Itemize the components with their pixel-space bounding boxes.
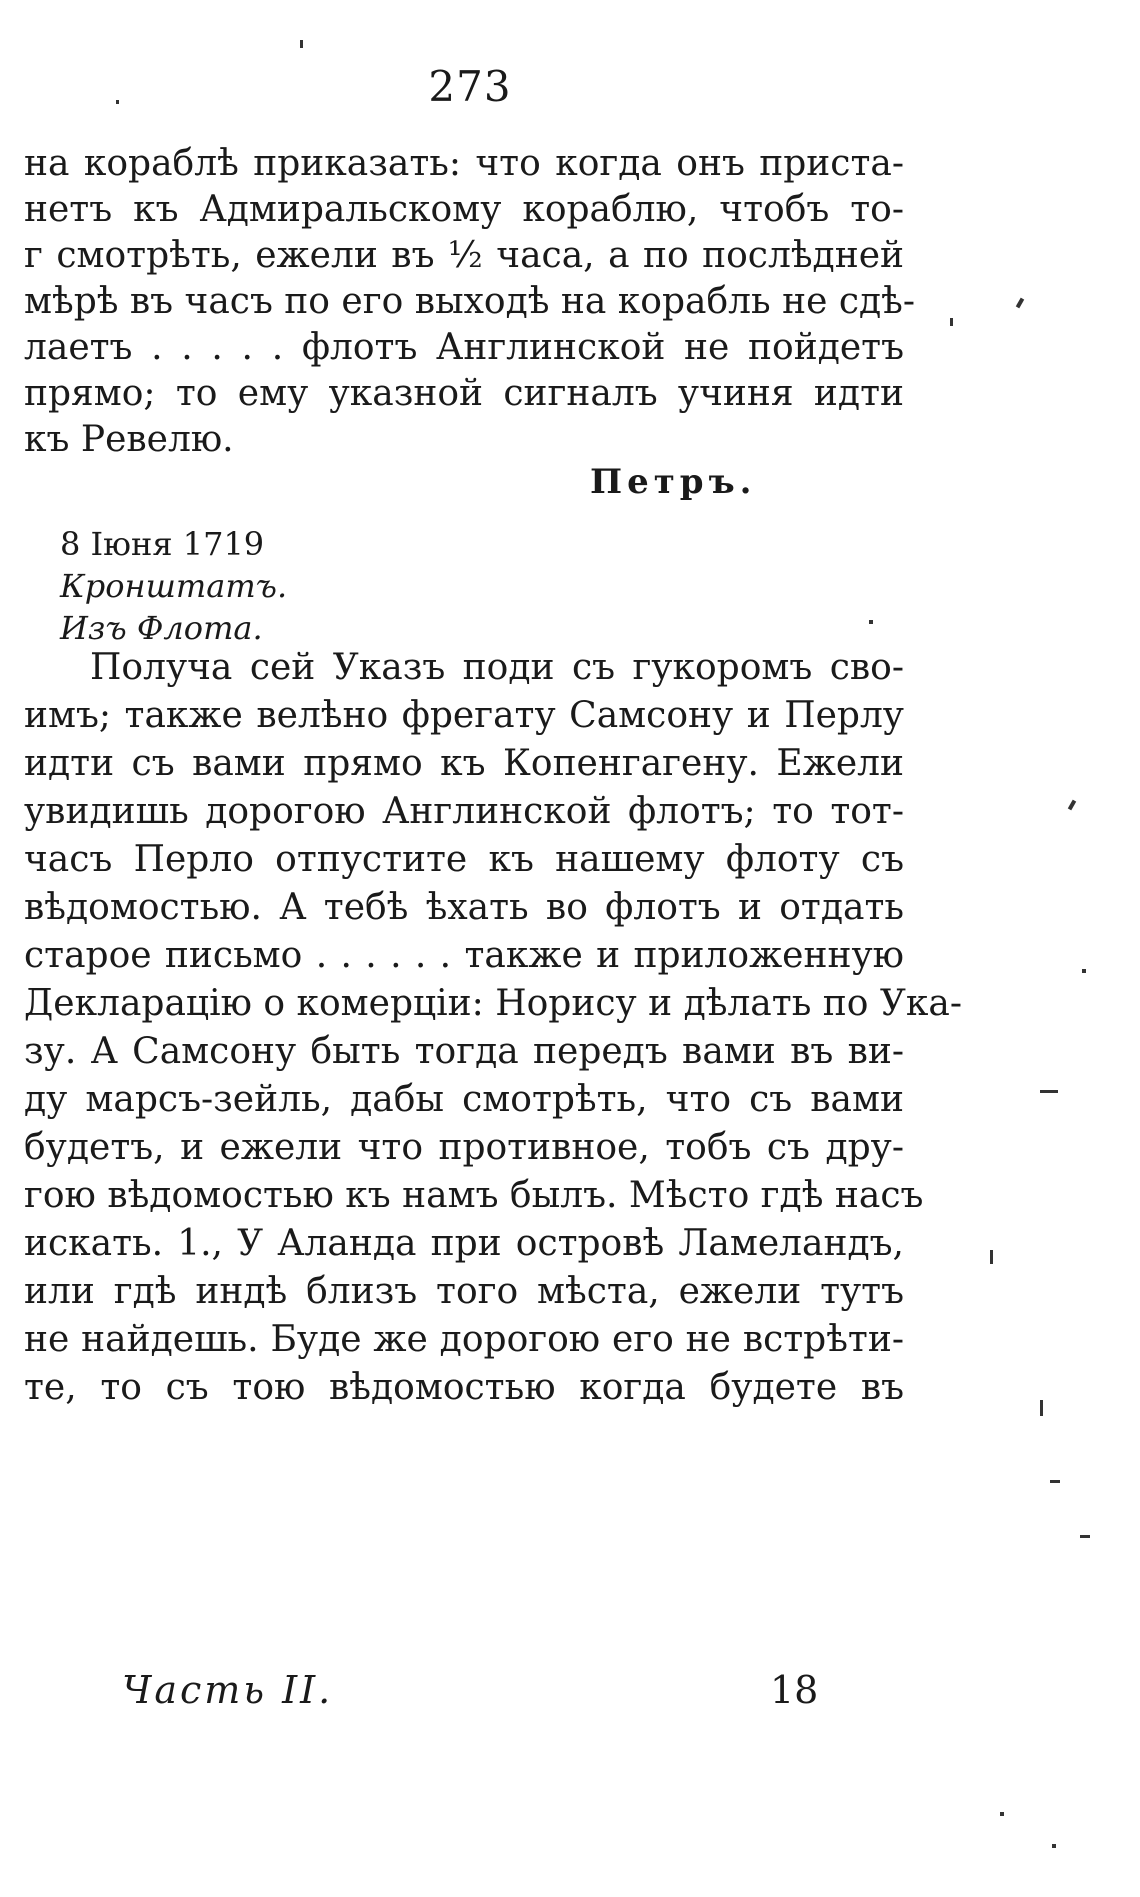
scan-speck <box>1040 1090 1058 1093</box>
text-line: имъ; также велѣно фрегату Самсону и Перлу <box>24 695 904 736</box>
text-line: на кораблѣ приказать: что когда онъ приста- <box>24 143 904 184</box>
scan-speck <box>300 40 303 48</box>
signature: Петръ. <box>590 462 757 502</box>
scan-speck <box>1040 1400 1043 1416</box>
scan-speck <box>1052 1844 1056 1848</box>
scan-speck <box>1016 298 1024 309</box>
text-line: зу. А Самсону быть тогда передъ вами въ ви- <box>24 1031 904 1072</box>
letter-date: 8 Іюня 1719 <box>60 525 265 563</box>
text-line: гою вѣдомостью къ намъ былъ. Мѣсто гдѣ насъ <box>24 1175 924 1216</box>
scan-speck <box>950 318 953 326</box>
text-line: къ Ревелю. <box>24 419 234 460</box>
footer-part-label: Часть II. <box>122 1668 334 1712</box>
text-line: лаетъ . . . . . флотъ Англинской не пойдетъ <box>24 327 904 368</box>
text-line: ду марсъ-зейль, дабы смотрѣть, что съ вами <box>24 1079 904 1120</box>
text-line: мѣрѣ въ часъ по его выходѣ на корабль не сдѣ- <box>24 281 916 322</box>
scan-speck <box>1000 1812 1004 1816</box>
text-line: прямо; то ему указной сигналъ учиня идти <box>24 373 904 414</box>
scan-speck <box>116 100 119 104</box>
text-line: вѣдомостью. А тебѣ ѣхать во флотъ и отдать <box>24 887 904 928</box>
scan-speck <box>1068 800 1076 811</box>
text-line: или гдѣ индѣ близъ того мѣста, ежели тутъ <box>24 1271 904 1312</box>
text-line: будетъ, и ежели что противное, тобъ съ дру- <box>24 1127 904 1168</box>
text-line: идти съ вами прямо къ Копенгагену. Ежели <box>24 743 904 784</box>
scan-speck <box>869 620 873 624</box>
letter-place: Кронштатъ. <box>60 567 288 605</box>
text-line: часъ Перло отпустите къ нашему флоту съ <box>24 839 904 880</box>
text-line: нетъ къ Адмиральскому кораблю, чтобъ то- <box>24 189 904 230</box>
text-line: старое письмо . . . . . . также и приложенную <box>24 935 904 976</box>
scan-speck <box>1050 1480 1060 1483</box>
scan-speck <box>990 1250 993 1264</box>
text-line: те, то съ тою вѣдомостью когда будете въ <box>24 1367 904 1408</box>
page-number: 273 <box>428 62 512 111</box>
text-line: г смотрѣть, ежели въ ½ часа, а по послѣдней <box>24 235 904 276</box>
footer-signature-mark: 18 <box>770 1668 819 1712</box>
text-line: искать. 1., У Аланда при островѣ Ламеландъ, <box>24 1223 904 1264</box>
text-line: Получа сей Указъ поди съ гукоромъ сво- <box>90 647 904 688</box>
text-line: увидишь дорогою Англинской флотъ; то тот- <box>24 791 904 832</box>
scan-speck <box>1082 969 1086 973</box>
text-line: не найдешь. Буде же дорогою его не встрѣти- <box>24 1319 904 1360</box>
letter-origin: Изъ Флота. <box>60 609 263 647</box>
scan-speck <box>1080 1535 1090 1538</box>
text-line: Декларацію о комерціи: Норису и дѣлать по Ука- <box>24 983 962 1024</box>
